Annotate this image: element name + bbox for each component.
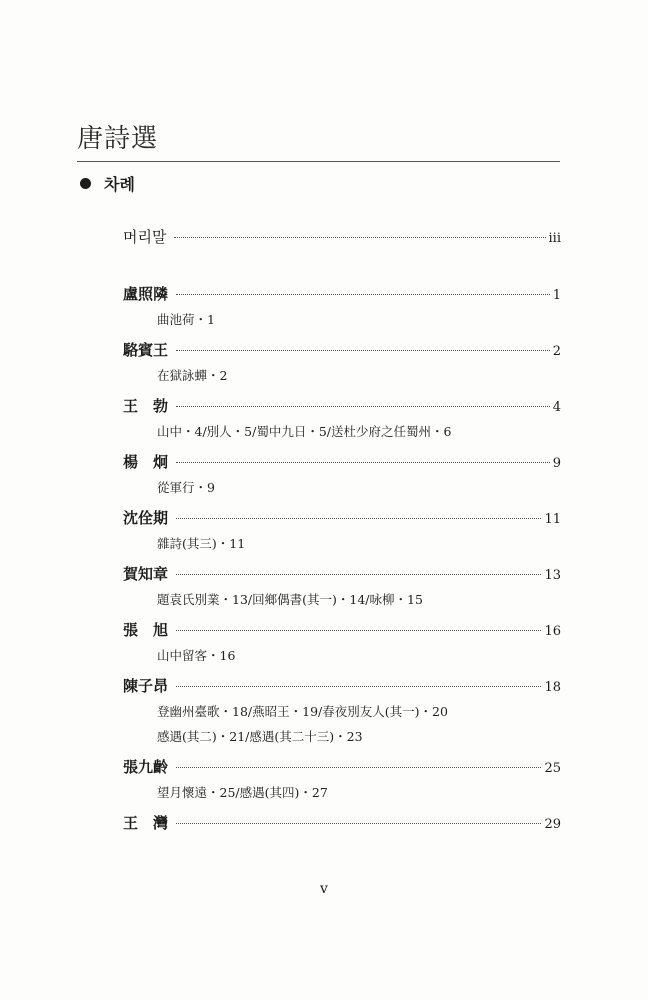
toc-entry-page: iii (548, 231, 561, 246)
toc-leader (176, 405, 550, 407)
toc-entry-name: 王 勃 (123, 397, 169, 415)
toc-entry-name: 張九齡 (123, 758, 169, 776)
toc-entry-name: 머리말 (123, 228, 167, 246)
toc-leader (176, 822, 541, 824)
toc-entry-name: 賀知章 (123, 565, 169, 583)
toc-entry[interactable] (123, 563, 561, 584)
toc-entry[interactable] (123, 507, 561, 528)
toc-leader (176, 685, 541, 687)
toc-entry-page: 1 (552, 288, 561, 303)
toc-entry[interactable] (123, 395, 561, 416)
toc-entry[interactable] (123, 451, 561, 472)
toc-entry-name: 沈佺期 (123, 509, 169, 527)
toc-works-line: 從軍行・9 (157, 480, 215, 495)
toc-entry-page: 9 (552, 456, 561, 471)
toc-entry-page: 25 (544, 761, 561, 776)
title-divider (77, 161, 560, 162)
toc-works-line: 感遇(其二)・21/感遇(其二十三)・23 (157, 729, 363, 744)
toc-entry-name: 楊 炯 (123, 453, 169, 471)
toc-leader (176, 573, 541, 575)
toc-leader (176, 293, 550, 295)
toc-entry-name: 盧照隣 (123, 285, 169, 303)
toc-leader (176, 766, 541, 768)
toc-entry-page: 16 (544, 624, 561, 639)
toc-works-line: 曲池荷・1 (157, 312, 215, 327)
toc-entry-page: 2 (552, 344, 561, 359)
toc-entry-page: 11 (544, 512, 561, 527)
bullet-icon (80, 178, 91, 189)
toc-entry-name: 陳子昂 (123, 677, 169, 695)
toc-entry-preface[interactable] (123, 226, 561, 247)
book-title: 唐詩選 (77, 124, 159, 154)
toc-entry-page: 13 (544, 568, 561, 583)
toc-entry[interactable] (123, 756, 561, 777)
toc-leader (176, 461, 550, 463)
toc-leader (176, 349, 550, 351)
toc-works-line: 山中留客・16 (157, 648, 236, 663)
section-heading (80, 172, 135, 195)
toc-entry[interactable] (123, 812, 561, 833)
toc-entry-name: 張 旭 (123, 621, 169, 639)
toc-entry-name: 駱賓王 (123, 341, 169, 359)
toc-leader (176, 629, 541, 631)
toc-entry[interactable] (123, 619, 561, 640)
toc-entry[interactable] (123, 339, 561, 360)
toc-works-line: 登幽州臺歌・18/燕昭王・19/春夜別友人(其一)・20 (157, 704, 448, 719)
toc-works-line: 雜詩(其三)・11 (157, 536, 246, 551)
toc-works-line: 題袁氏別業・13/回鄉偶書(其一)・14/咏柳・15 (157, 592, 423, 607)
toc-works-line: 山中・4/別人・5/蜀中九日・5/送杜少府之任蜀州・6 (157, 424, 452, 439)
toc-entry-name: 王 灣 (123, 814, 169, 832)
toc-entry-page: 18 (544, 680, 561, 695)
toc-entry[interactable] (123, 675, 561, 696)
toc-leader (174, 236, 545, 238)
toc-entry-page: 29 (544, 817, 561, 832)
section-label: 차례 (104, 175, 135, 194)
page-number: v (320, 881, 328, 897)
toc-works-line: 望月懷遠・25/感遇(其四)・27 (157, 785, 328, 800)
toc-works-line: 在獄詠蟬・2 (157, 368, 228, 383)
toc-entry[interactable] (123, 283, 561, 304)
toc-entry-page: 4 (552, 400, 561, 415)
toc-leader (176, 517, 541, 519)
